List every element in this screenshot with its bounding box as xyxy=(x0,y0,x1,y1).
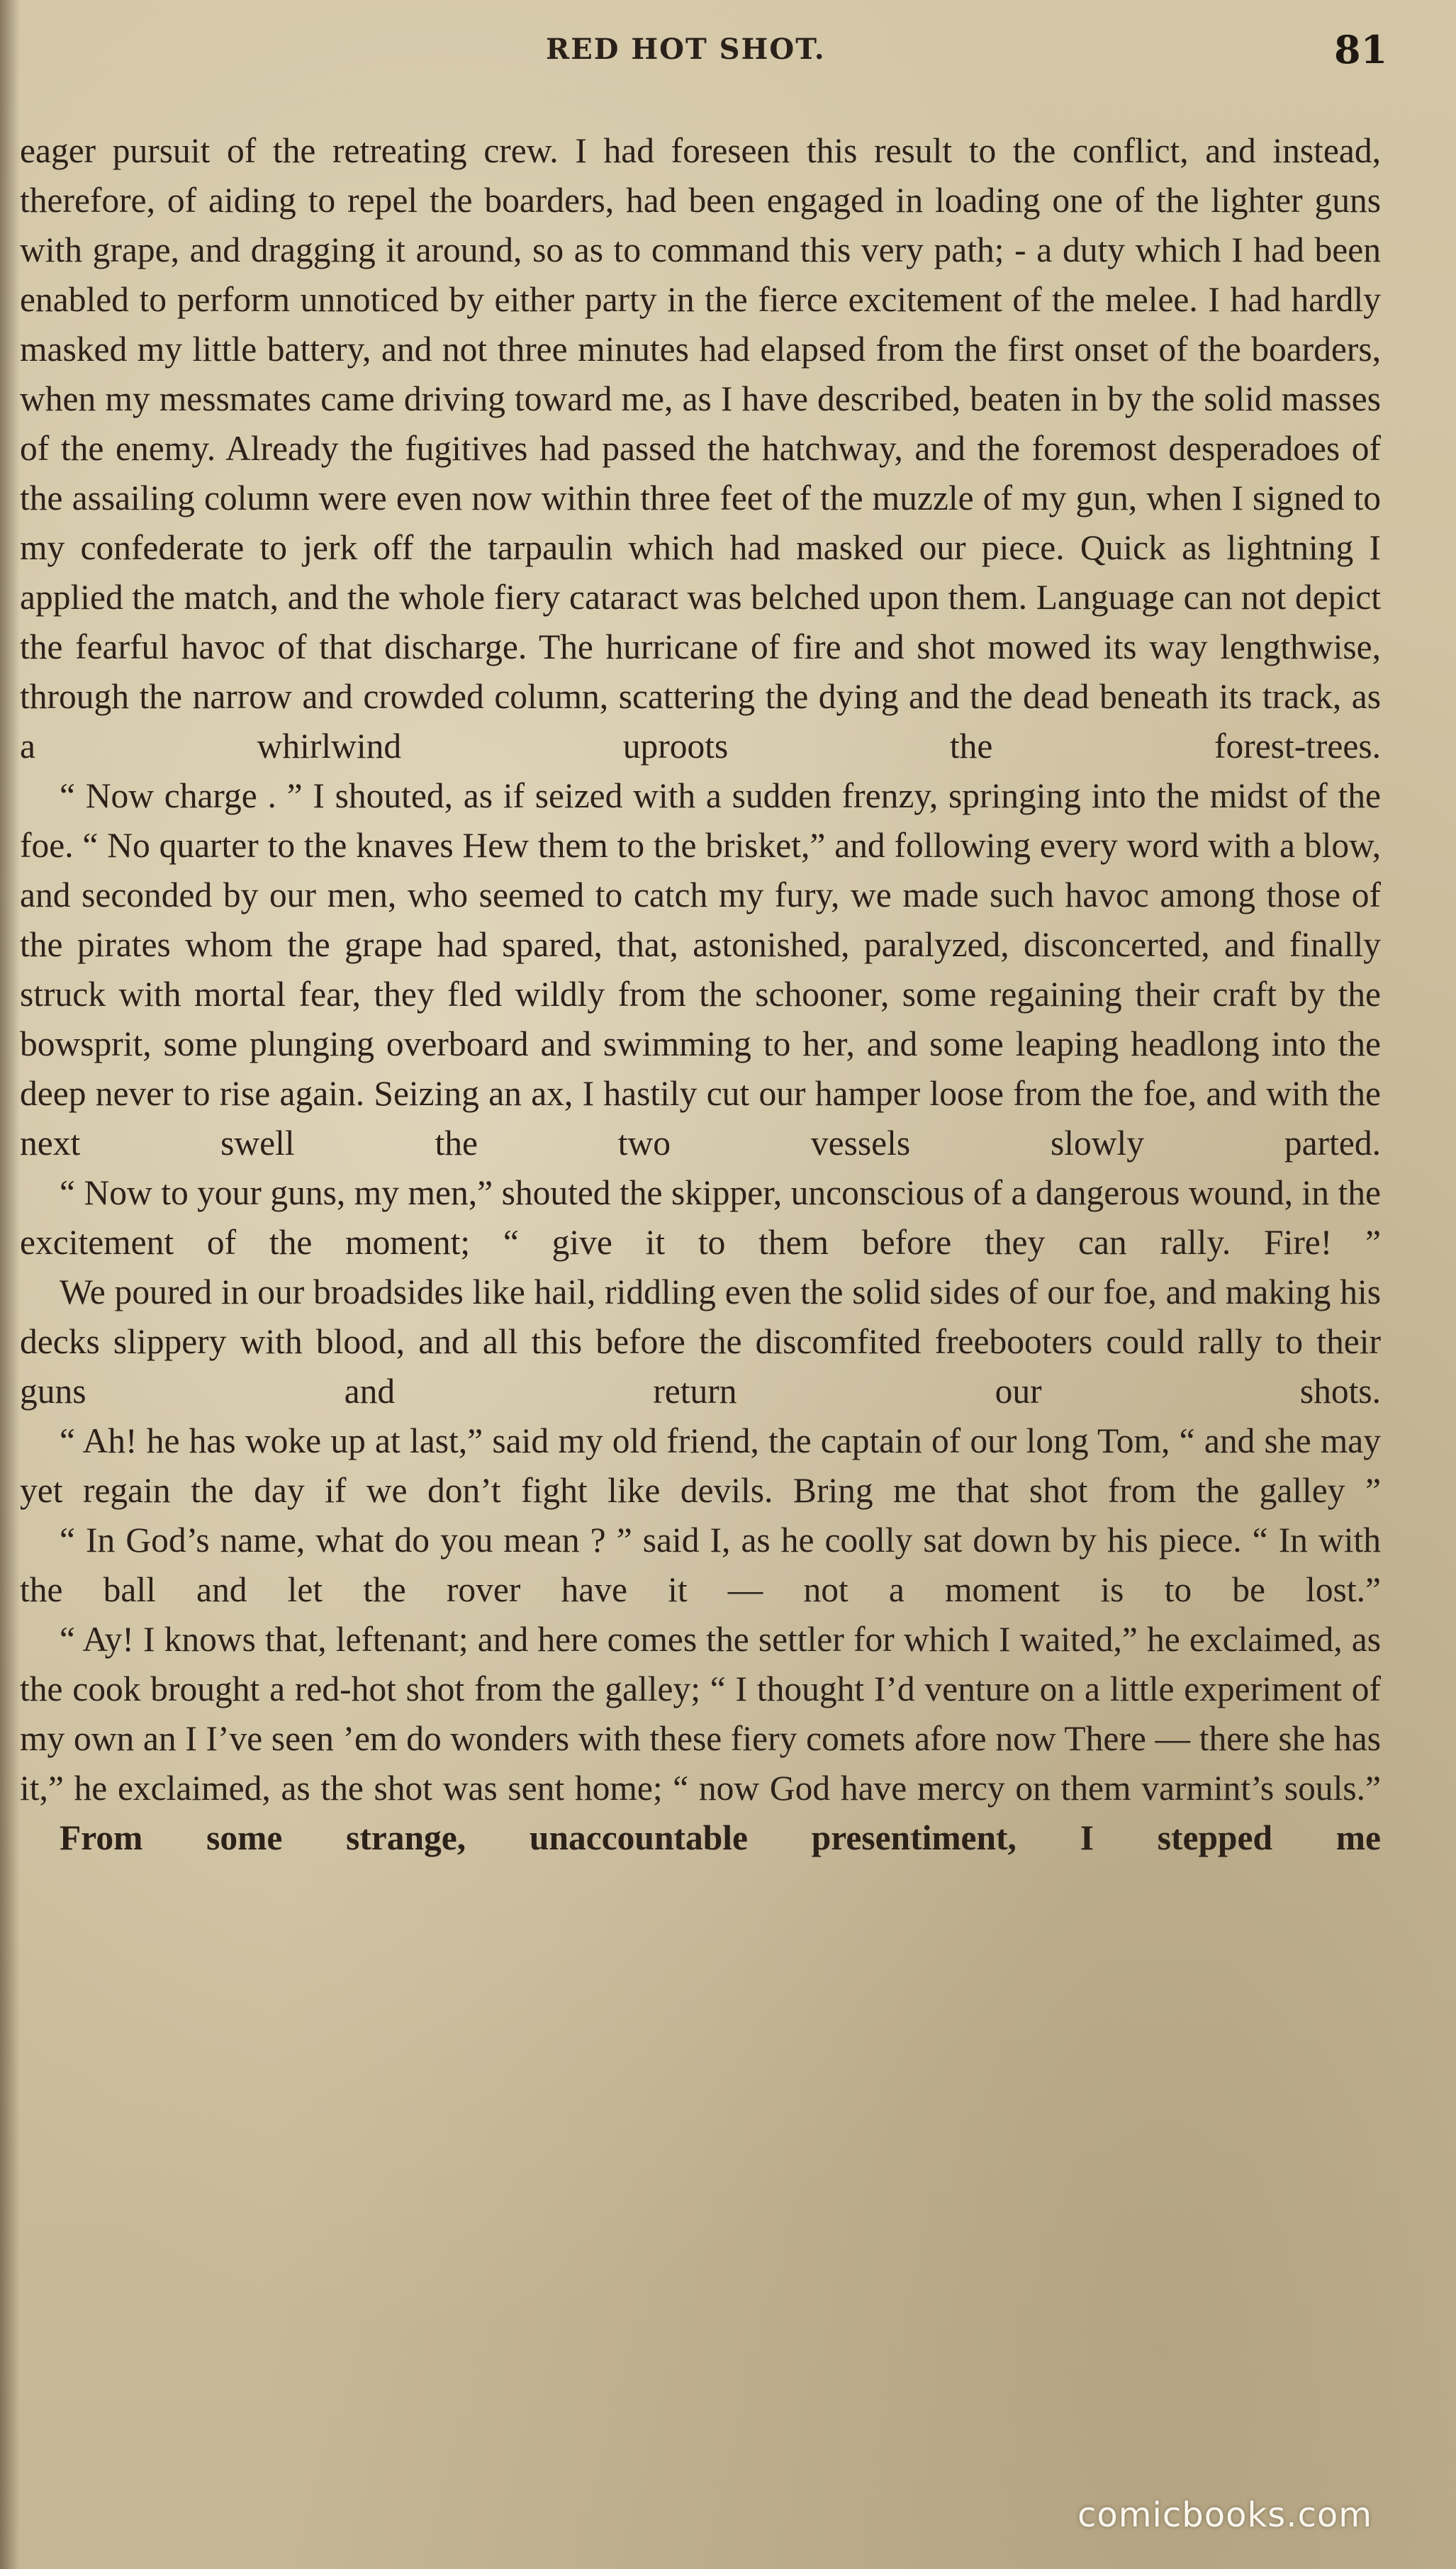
paragraph-7: “ Ay! I knows that, leftenant; and here comes the settler for which I waited,” he exclaimed, as the cook brought a red-hot shot from the galley; “ I thought I’d venture on a little experiment of my own an I I’ve seen ’em do wonders with these fiery comets afore now There — there she has it,” he exclaimed, as the shot was sent home; “ now God have mercy on them varmint’s souls.” xyxy=(20,1620,1381,1808)
paragraph-3: “ Now to your guns, my men,” shouted the skipper, unconscious of a dangerous wound, in the excitement of the moment; “ give it to them before they can rally. Fire! ” xyxy=(20,1173,1381,1262)
paragraph-2: “ Now charge . ” I shouted, as if seized with a sudden frenzy, springing into the midst of the foe. “ No quarter to the knaves Hew them to the brisket,” and following every word with a blow, and seconded by our men, who seemed to catch my fury, we made such havoc among those of the pirates whom the grape had spared, that, astonished, paralyzed, disconcerted, and finally struck with mortal fear, they fled wildly from the schooner, some regaining their craft by the bowsprit, some plunging overboard and swimming to her, and some leaping headlong into the deep never to rise again. Seizing an ax, I hastily cut our hamper loose from the foe, and with the next swell the two vessels slowly parted. xyxy=(20,776,1381,1163)
paragraph-8: From some strange, unaccountable presentiment, I stepped me xyxy=(60,1818,1381,1857)
body-text xyxy=(20,126,1381,1863)
paragraph-5: “ Ah! he has woke up at last,” said my old friend, the captain of our long Tom, “ and she may yet regain the day if we don’t fight like devils. Bring me that shot from the galley ” xyxy=(20,1421,1381,1510)
paragraph-6: “ In God’s name, what do you mean ? ” said I, as he coolly sat down by his piece. “ In with the ball and let the rover have it — not a moment is to be lost.” xyxy=(20,1521,1381,1609)
watermark: comicbooks.com xyxy=(1077,2495,1373,2535)
running-title: RED HOT SHOT. xyxy=(546,33,826,66)
spine-shadow xyxy=(0,0,20,2569)
page-number: 81 xyxy=(1334,27,1388,72)
paragraph-4: We poured in our broadsides like hail, riddling even the solid sides of our foe, and making his decks slippery with blood, and all this before the discomfited freebooters could rally to their guns and return our shots. xyxy=(20,1272,1381,1411)
running-head xyxy=(0,27,1456,77)
paragraph-1: eager pursuit of the retreating crew. I had foreseen this result to the conflict, and instead, therefore, of aiding to repel the boarders, had been engaged in loading one of the lighter guns with grape, and dragging it around, so as to command this very path; - a duty which I had been enabled to perform unnoticed by either party in the fierce excitement of the melee. I had hardly masked my little battery, and not three minutes had elapsed from the first onset of the boarders, when my messmates came driving toward me, as I have described, beaten in by the solid masses of the enemy. Already the fugitives had passed the hatchway, and the foremost desperadoes of the assailing column were even now within three feet of the muzzle of my gun, when I signed to my confederate to jerk off the tarpaulin which had masked our piece. Quick as lightning I applied the match, and the whole fiery cataract was belched upon them. Language can not depict the fearful havoc of that discharge. The hurricane of fire and shot mowed its way lengthwise, through the narrow and crowded column, scattering the dying and the dead beneath its track, as a whirlwind uproots the forest-trees. xyxy=(20,131,1381,766)
